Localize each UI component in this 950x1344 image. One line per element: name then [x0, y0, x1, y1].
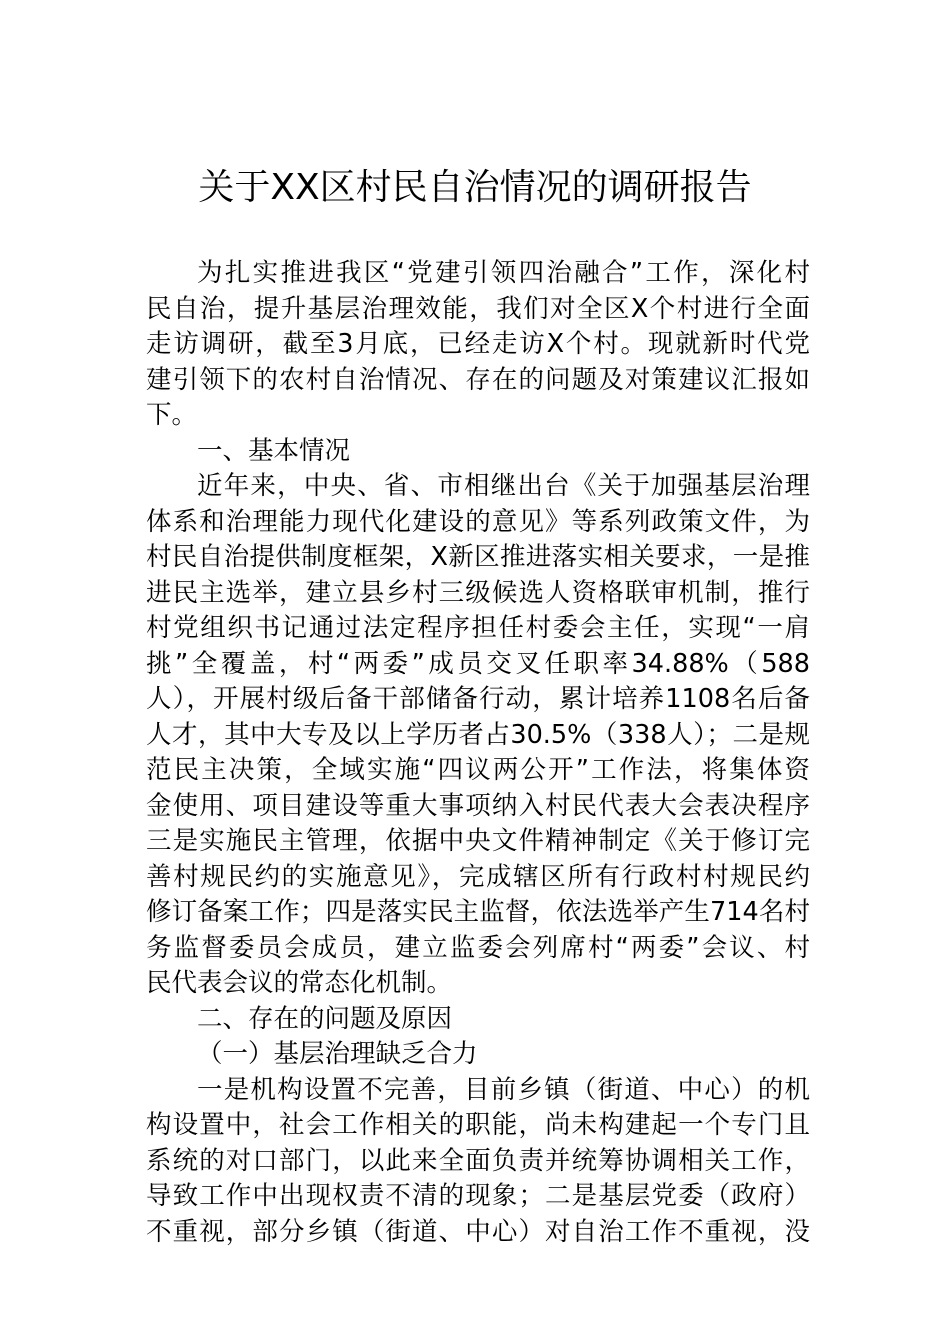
body-line: 村民自治提供制度框架，X新区推进落实相关要求，一是推 — [146, 542, 810, 572]
body-line: 系统的对口部门，以此来全面负责并统筹协调相关工作， — [146, 1145, 810, 1176]
document-title: 关于XX区村民自治情况的调研报告 — [198, 167, 752, 208]
body-line: 务监督委员会成员，建立监委会列席村“两委”会议、村 — [146, 932, 810, 963]
body-line: 善村规民约的实施意见》，完成辖区所有行政村村规民约 — [146, 861, 810, 892]
body-line: 范民主决策，全域实施“四议两公开”工作法，将集体资 — [146, 755, 810, 785]
body-line: 金使用、项目建设等重大事项纳入村民代表大会表决程序 — [146, 790, 810, 821]
body-line: 挑”全覆盖，村“两委”成员交叉任职率34.88%（588 — [146, 648, 810, 679]
body-line: 一、基本情况 — [197, 435, 351, 466]
body-line: 不重视，部分乡镇（街道、中心）对自治工作不重视，没 — [146, 1216, 810, 1247]
body-line: 导致工作中出现权责不清的现象；二是基层党委（政府） — [146, 1181, 810, 1211]
body-line: 三是实施民主管理，依据中央文件精神制定《关于修订完 — [146, 826, 810, 856]
document-body — [146, 256, 810, 1250]
body-line: 一是机构设置不完善，目前乡镇（街道、中心）的机 — [197, 1074, 810, 1105]
body-line: 构设置中，社会工作相关的职能，尚未构建起一个专门且 — [146, 1110, 810, 1140]
body-line: 民代表会议的常态化机制。 — [146, 968, 453, 998]
body-line: 下。 — [146, 400, 198, 430]
body-line: 村党组织书记通过法定程序担任村委会主任，实现“一肩 — [146, 613, 810, 643]
body-line: （一）基层治理缺乏合力 — [197, 1039, 478, 1069]
body-line: 走访调研，截至3月底，已经走访X个村。现就新时代党 — [146, 329, 810, 359]
body-line: 二、存在的问题及原因 — [197, 1003, 453, 1034]
body-line: 体系和治理能力现代化建设的意见》等系列政策文件，为 — [146, 506, 810, 537]
body-line: 建引领下的农村自治情况、存在的问题及对策建议汇报如 — [146, 364, 810, 395]
body-line: 修订备案工作；四是落实民主监督，依法选举产生714名村 — [146, 897, 810, 927]
body-line: 人才，其中大专及以上学历者占30.5%（338人）；二是规 — [146, 719, 810, 750]
body-line: 近年来，中央、省、市相继出台《关于加强基层治理 — [197, 471, 810, 501]
body-line: 民自治，提升基层治理效能，我们对全区X个村进行全面 — [146, 293, 810, 324]
body-line: 为扎实推进我区“党建引领四治融合”工作，深化村 — [197, 258, 810, 288]
body-line: 人），开展村级后备干部储备行动，累计培养1108名后备 — [146, 684, 810, 714]
body-line: 进民主选举，建立县乡村三级候选人资格联审机制，推行 — [146, 577, 810, 608]
